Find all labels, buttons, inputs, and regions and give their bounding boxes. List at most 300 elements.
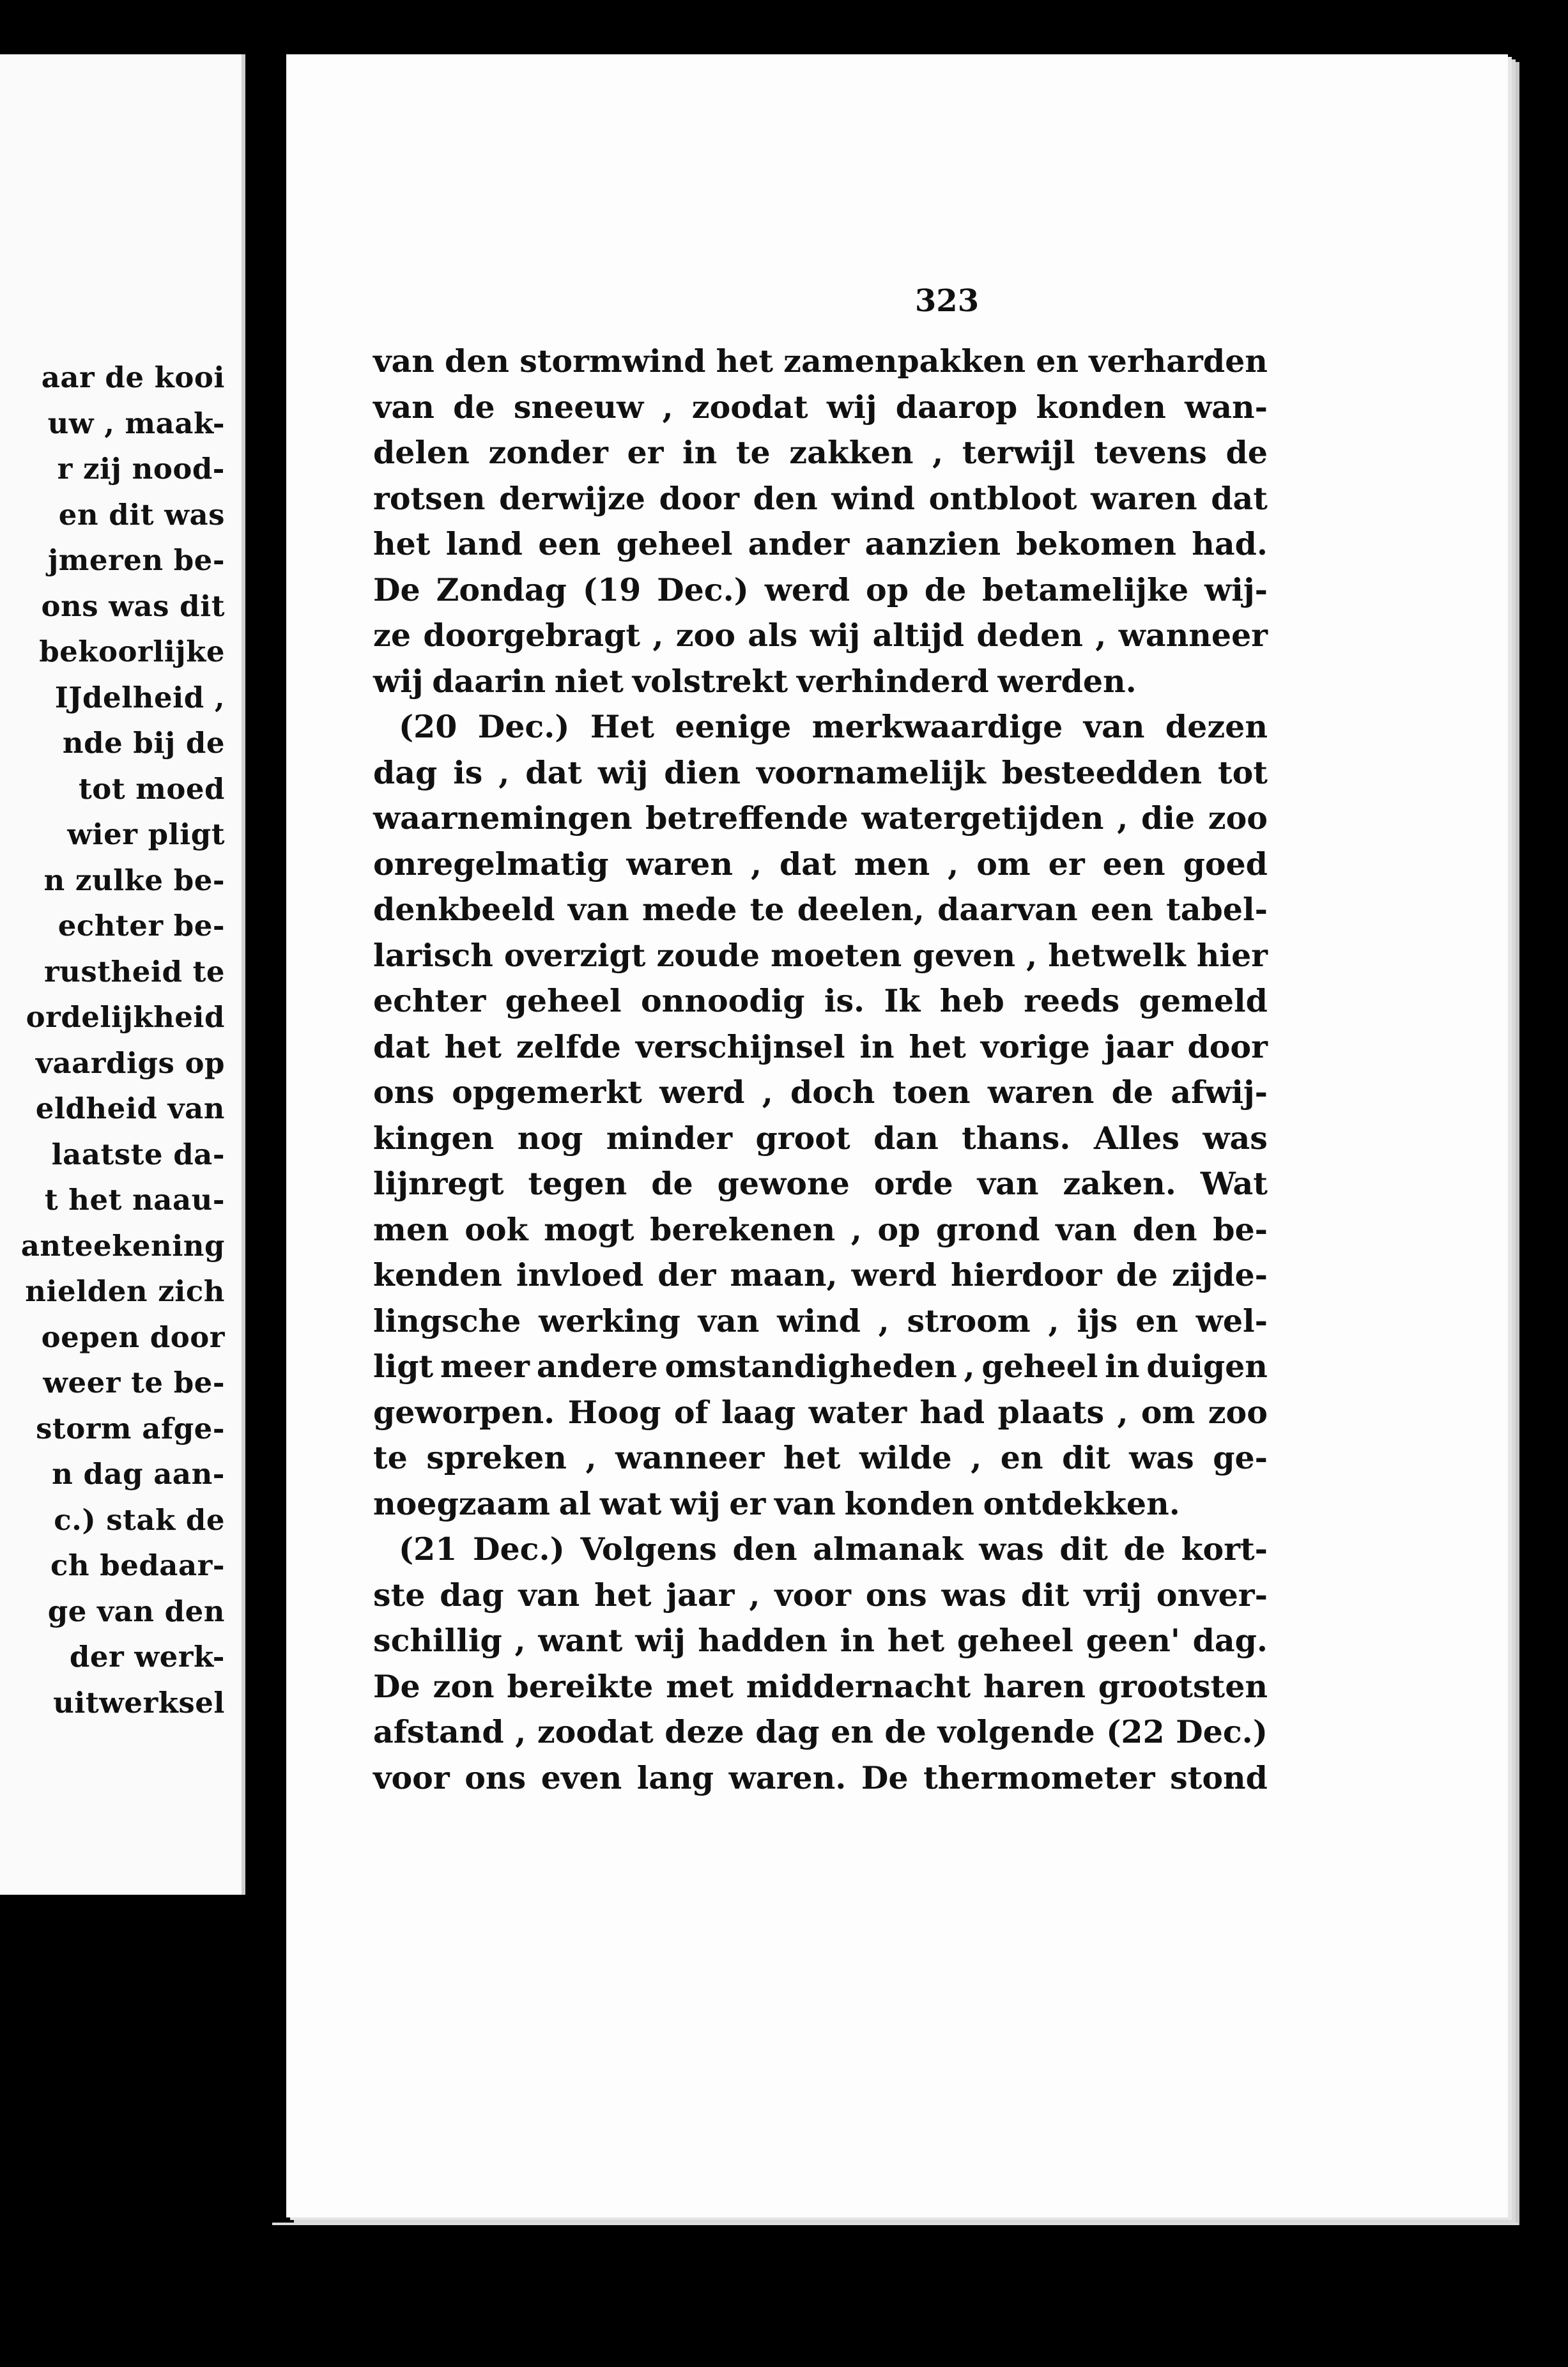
- word: vrij: [1084, 1576, 1142, 1614]
- word: den: [1132, 1210, 1197, 1248]
- text-line: [373, 567, 1268, 613]
- word: was: [1203, 1119, 1268, 1157]
- word: den: [753, 479, 818, 517]
- word: geen': [1086, 1622, 1180, 1659]
- word: dag.: [1192, 1622, 1268, 1659]
- word: wij: [635, 1622, 686, 1659]
- right-page: [286, 54, 1508, 2217]
- left-page-text: [0, 355, 225, 1725]
- word: spreken: [426, 1439, 567, 1476]
- word: waarnemingen: [373, 799, 633, 837]
- word: sneeuw: [513, 388, 644, 426]
- word: doch: [790, 1074, 875, 1111]
- text-line: [373, 1573, 1268, 1619]
- word: wind: [777, 1302, 861, 1339]
- left-page-line: eldheid van: [35, 1091, 225, 1125]
- word: het: [716, 343, 774, 380]
- word: het: [594, 1576, 652, 1614]
- word: jaar: [1104, 1028, 1173, 1065]
- word: en: [1036, 343, 1079, 380]
- word: Dec.): [473, 1530, 565, 1568]
- text-line: [373, 339, 1268, 385]
- word: plaats: [997, 1393, 1105, 1431]
- left-page-line: wier pligt: [67, 817, 225, 851]
- page-number: 323: [914, 283, 980, 319]
- word: Wat: [1200, 1165, 1268, 1202]
- left-page-line: tot moed: [79, 771, 225, 806]
- word: ,: [1117, 799, 1128, 837]
- text-line: [373, 933, 1268, 979]
- word: zonder: [488, 434, 608, 471]
- text-line: [373, 1070, 1268, 1116]
- word: maan,: [730, 1256, 838, 1293]
- word: wij: [373, 662, 424, 700]
- word: wanneer: [615, 1439, 765, 1476]
- word: er: [627, 434, 664, 471]
- text-line: [373, 796, 1268, 842]
- word: dit: [1059, 1530, 1108, 1568]
- left-page-line: ch bedaar-: [50, 1548, 225, 1582]
- word: werking: [539, 1302, 680, 1339]
- word: larisch: [373, 936, 493, 974]
- word: zelfde: [516, 1028, 621, 1065]
- word: stroom: [907, 1302, 1031, 1339]
- word: wij: [826, 388, 877, 426]
- text-line: [373, 1527, 1268, 1573]
- word: werd: [851, 1256, 937, 1293]
- word: dezen: [1165, 708, 1268, 745]
- word: het: [373, 525, 431, 562]
- word: en: [1000, 1439, 1043, 1476]
- word: laag: [721, 1393, 796, 1431]
- word: volstrekt: [632, 662, 788, 700]
- word: thans.: [962, 1119, 1071, 1157]
- text-line: [373, 1664, 1268, 1710]
- word: door: [659, 479, 740, 517]
- word: even: [541, 1759, 622, 1796]
- word: ,: [1048, 1302, 1059, 1339]
- word: ons: [465, 1759, 527, 1796]
- word: de: [884, 1713, 926, 1750]
- word: ,: [652, 617, 664, 654]
- word: water: [808, 1393, 907, 1431]
- word: moeten: [771, 936, 902, 974]
- word: want: [538, 1622, 623, 1659]
- left-page-line: storm afge-: [36, 1411, 225, 1446]
- word: meer: [440, 1348, 530, 1385]
- word: er: [1048, 845, 1085, 883]
- word: ,: [1026, 936, 1038, 974]
- word: orde: [873, 1165, 953, 1202]
- text-line: [373, 613, 1268, 659]
- word: deden: [976, 617, 1083, 654]
- word: te: [749, 891, 785, 928]
- text-line: [373, 704, 1268, 750]
- word: geven: [912, 936, 1016, 974]
- text-line: [373, 521, 1268, 567]
- word: Dec.): [657, 571, 749, 608]
- word: al: [558, 1484, 592, 1522]
- word: dat: [525, 753, 582, 791]
- word: daarvan: [937, 891, 1078, 928]
- word: overzigt: [503, 936, 646, 974]
- word: onregelmatig: [373, 845, 609, 883]
- word: ook: [465, 1210, 528, 1248]
- word: almanak: [813, 1530, 964, 1568]
- word: ,: [1117, 1393, 1128, 1431]
- word: te: [373, 1439, 408, 1476]
- word: ,: [585, 1439, 597, 1476]
- word: ,: [762, 1074, 773, 1111]
- text-line: [373, 1390, 1268, 1436]
- word: duigen: [1146, 1348, 1268, 1385]
- word: zaken.: [1063, 1165, 1176, 1202]
- word: van: [567, 891, 629, 928]
- word: bekomen: [1016, 525, 1176, 562]
- word: reeds: [1024, 982, 1120, 1019]
- word: echter: [373, 982, 486, 1019]
- body-text: [373, 339, 1268, 1801]
- word: ligt: [373, 1348, 434, 1385]
- left-page-line: bekoorlijke: [39, 635, 225, 668]
- left-page-line: laatste da-: [51, 1137, 225, 1171]
- word: het: [783, 1439, 841, 1476]
- word: waren: [987, 1074, 1095, 1111]
- word: van: [1056, 1210, 1117, 1248]
- word: derwijze: [499, 479, 645, 517]
- word: Alles: [1093, 1119, 1180, 1157]
- word: van: [977, 1165, 1039, 1202]
- word: de: [1123, 1530, 1165, 1568]
- word: gewone: [717, 1165, 850, 1202]
- word: ,: [749, 1576, 760, 1614]
- word: Volgens: [580, 1530, 717, 1568]
- word: er: [729, 1484, 766, 1522]
- word: noegzaam: [373, 1484, 550, 1522]
- word: de: [453, 388, 495, 426]
- word: Dec.): [1176, 1713, 1268, 1750]
- word: waren: [626, 845, 733, 883]
- word: mogt: [544, 1210, 634, 1248]
- word: ontdekken.: [983, 1484, 1180, 1522]
- word: geheel: [957, 1622, 1073, 1659]
- word: (21: [399, 1530, 457, 1568]
- word: daarop: [895, 388, 1018, 426]
- word: (19: [582, 571, 642, 608]
- word: wat: [599, 1484, 662, 1522]
- word: ,: [1095, 617, 1107, 654]
- left-page-line: en dit was: [58, 497, 225, 532]
- left-page-line: der werk-: [69, 1640, 225, 1674]
- word: dag: [373, 753, 438, 791]
- word: land: [445, 525, 523, 562]
- word: om: [976, 845, 1031, 883]
- word: bereikte: [507, 1667, 654, 1705]
- text-line: [373, 887, 1268, 933]
- word: zoo: [1208, 799, 1268, 837]
- word: voornamelijk: [756, 753, 986, 791]
- text-line: [373, 1207, 1268, 1253]
- word: ,: [498, 753, 510, 791]
- text-line: [373, 1618, 1268, 1664]
- word: was: [979, 1530, 1044, 1568]
- word: in: [682, 434, 718, 471]
- word: men: [854, 845, 930, 883]
- word: dit: [1020, 1576, 1070, 1614]
- left-page-line: n zulke be-: [43, 863, 225, 897]
- word: van: [373, 388, 434, 426]
- text-line: [373, 476, 1268, 522]
- word: zoude: [656, 936, 760, 974]
- word: in: [1105, 1348, 1140, 1385]
- word: tevens: [1094, 434, 1207, 471]
- word: wij: [597, 753, 649, 791]
- word: te: [735, 434, 771, 471]
- word: toen: [892, 1074, 971, 1111]
- word: ,: [948, 845, 959, 883]
- word: zoodat: [537, 1713, 654, 1750]
- word: Hoog: [567, 1393, 661, 1431]
- left-page-line: rustheid te: [43, 954, 225, 989]
- word: waren: [1091, 479, 1197, 517]
- word: deelen,: [797, 891, 925, 928]
- word: ander: [748, 525, 850, 562]
- word: het: [887, 1622, 945, 1659]
- word: be-: [1213, 1210, 1268, 1248]
- word: geworpen.: [373, 1393, 555, 1431]
- word: De: [861, 1759, 909, 1796]
- left-page-line: r zij nood-: [57, 452, 225, 486]
- word: afwij-: [1171, 1074, 1268, 1111]
- word: wij: [810, 617, 861, 654]
- text-line: [373, 1299, 1268, 1345]
- word: wanneer: [1118, 617, 1268, 654]
- word: een: [1090, 891, 1153, 928]
- word: hadden: [698, 1622, 828, 1659]
- word: besteedden: [1001, 753, 1203, 791]
- word: zoo: [1208, 1393, 1268, 1431]
- word: ,: [878, 1302, 889, 1339]
- word: dat: [373, 1028, 430, 1065]
- word: den: [732, 1530, 797, 1568]
- text-line: [373, 1344, 1268, 1390]
- word: werd: [764, 571, 850, 608]
- text-line: [373, 385, 1268, 431]
- word: dag: [440, 1576, 504, 1614]
- word: wilde: [859, 1439, 952, 1476]
- word: ,: [964, 1348, 975, 1385]
- word: geheel: [505, 982, 622, 1019]
- word: rotsen: [373, 479, 486, 517]
- left-page-line: ons was dit: [41, 589, 225, 623]
- left-page-line: anteekening: [20, 1228, 225, 1263]
- left-page-line: uw , maak-: [47, 406, 225, 440]
- left-page-line: IJdelheid ,: [54, 680, 225, 714]
- word: ons: [865, 1576, 927, 1614]
- word: haren: [983, 1667, 1086, 1705]
- word: wij: [670, 1484, 721, 1522]
- left-page-line: jmeren be-: [47, 543, 225, 577]
- word: en: [1135, 1302, 1178, 1339]
- text-line: [373, 430, 1268, 476]
- word: zamenpakken: [783, 343, 1026, 380]
- word: de: [1226, 434, 1268, 471]
- word: afstand: [373, 1713, 504, 1750]
- left-page-line: echter be-: [58, 909, 225, 943]
- word: (20: [399, 708, 457, 745]
- word: Ik: [884, 982, 921, 1019]
- word: ,: [515, 1713, 527, 1750]
- text-line: [373, 1024, 1268, 1070]
- word: kort-: [1181, 1530, 1268, 1568]
- word: delen: [373, 434, 470, 471]
- word: kenden: [373, 1256, 502, 1293]
- word: invloed: [516, 1256, 644, 1293]
- word: berekenen: [650, 1210, 836, 1248]
- word: is: [453, 753, 483, 791]
- text-line: [373, 1709, 1268, 1755]
- text-line: [373, 1161, 1268, 1207]
- word: wij-: [1204, 571, 1268, 608]
- word: ,: [971, 1439, 982, 1476]
- word: van: [774, 1484, 836, 1522]
- word: ste: [373, 1576, 426, 1614]
- word: konden: [844, 1484, 974, 1522]
- left-page-line: ge van den: [47, 1594, 225, 1628]
- word: ,: [750, 845, 762, 883]
- word: De: [373, 571, 420, 608]
- word: Het: [590, 708, 654, 745]
- word: mede: [642, 891, 737, 928]
- word: minder: [606, 1119, 733, 1157]
- word: hier: [1196, 936, 1268, 974]
- word: een: [538, 525, 601, 562]
- left-page-line: aar de kooi: [41, 360, 225, 394]
- word: en: [831, 1713, 873, 1750]
- word: de: [1116, 1256, 1158, 1293]
- word: gemeld: [1139, 982, 1268, 1019]
- text-line: [373, 978, 1268, 1024]
- word: jaar: [666, 1576, 735, 1614]
- word: het: [909, 1028, 966, 1065]
- word: van: [698, 1302, 760, 1339]
- word: dit: [1062, 1439, 1111, 1476]
- left-page-line: n dag aan-: [52, 1457, 225, 1491]
- word: met: [666, 1667, 734, 1705]
- word: andere: [536, 1348, 658, 1385]
- word: opgemerkt: [452, 1074, 642, 1111]
- word: had.: [1192, 525, 1268, 562]
- word: merkwaardige: [811, 708, 1063, 745]
- word: stormwind: [519, 343, 706, 380]
- word: altijd: [872, 617, 965, 654]
- left-page-line: vaardigs op: [35, 1045, 225, 1080]
- word: van: [1083, 708, 1145, 745]
- word: waren.: [728, 1759, 847, 1796]
- word: zoodat: [691, 388, 808, 426]
- word: op: [877, 1210, 921, 1248]
- word: daarin: [432, 662, 546, 700]
- text-line: [373, 1116, 1268, 1162]
- word: van: [518, 1576, 580, 1614]
- word: hierdoor: [950, 1256, 1102, 1293]
- word: grond: [935, 1210, 1040, 1248]
- word: ge-: [1213, 1439, 1268, 1476]
- word: onver-: [1156, 1576, 1268, 1614]
- word: aanzien: [865, 525, 1001, 562]
- word: omstandigheden: [665, 1348, 957, 1385]
- word: terwijl: [962, 434, 1075, 471]
- word: tegen: [528, 1165, 627, 1202]
- word: schillig: [373, 1622, 502, 1659]
- word: dien: [664, 753, 741, 791]
- text-line: [373, 842, 1268, 888]
- word: die: [1141, 799, 1195, 837]
- word: ,: [514, 1622, 526, 1659]
- page-edge-divider: [272, 2223, 1518, 2225]
- word: der: [657, 1256, 716, 1293]
- word: watergetijden: [861, 799, 1104, 837]
- text-line: [373, 1253, 1268, 1299]
- word: De: [373, 1667, 420, 1705]
- left-page-line: c.) stak de: [54, 1502, 225, 1537]
- word: ,: [662, 388, 673, 426]
- word: geheel: [616, 525, 733, 562]
- left-page-line: nde bij de: [62, 726, 225, 760]
- word: niet: [554, 662, 624, 700]
- word: grootsten: [1098, 1667, 1268, 1705]
- word: Zondag: [436, 571, 567, 608]
- left-page: [0, 54, 245, 1895]
- word: Dec.): [477, 708, 570, 745]
- word: wan-: [1185, 388, 1268, 426]
- word: doorgebragt: [423, 617, 640, 654]
- word: betamelijke: [982, 571, 1189, 608]
- word: ontbloot: [928, 479, 1077, 517]
- word: ,: [850, 1210, 862, 1248]
- left-page-line: t het naau-: [44, 1183, 225, 1217]
- word: wel-: [1195, 1302, 1268, 1339]
- text-line: [373, 1755, 1268, 1801]
- word: de: [924, 571, 967, 608]
- word: ijs: [1077, 1302, 1118, 1339]
- text-line: [373, 1481, 1268, 1527]
- word: eenige: [675, 708, 792, 745]
- word: in: [859, 1028, 895, 1065]
- word: door: [1187, 1028, 1268, 1065]
- word: dag: [755, 1713, 820, 1750]
- word: zon: [433, 1667, 495, 1705]
- word: was: [1129, 1439, 1194, 1476]
- word: in: [840, 1622, 875, 1659]
- word: groot: [755, 1119, 850, 1157]
- word: goed: [1183, 845, 1268, 883]
- word: lijnregt: [373, 1165, 504, 1202]
- word: hetwelk: [1048, 936, 1186, 974]
- word: betreffende: [645, 799, 849, 837]
- word: ze: [373, 617, 411, 654]
- left-page-line: weer te be-: [43, 1366, 225, 1399]
- word: verschijnsel: [635, 1028, 845, 1065]
- left-page-line: nielden zich: [25, 1274, 225, 1308]
- word: dat: [1211, 479, 1268, 517]
- word: kingen: [373, 1119, 495, 1157]
- word: middernacht: [746, 1667, 971, 1705]
- word: het: [444, 1028, 502, 1065]
- word: als: [748, 617, 798, 654]
- word: men: [373, 1210, 449, 1248]
- word: voor: [373, 1759, 450, 1796]
